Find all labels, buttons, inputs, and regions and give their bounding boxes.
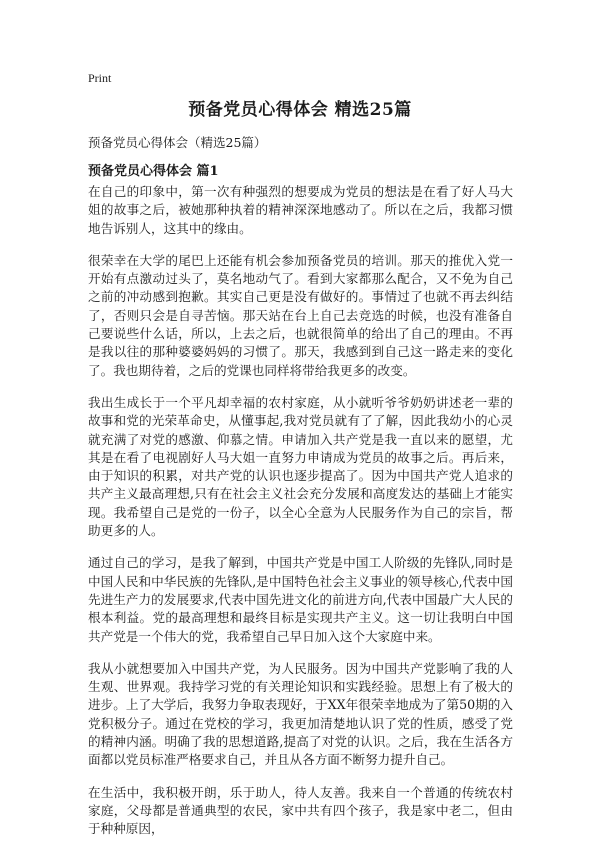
document-subtitle: 预备党员心得体会（精选25篇）	[88, 135, 267, 150]
section-heading: 预备党员心得体会 篇1	[88, 164, 219, 179]
article-body	[88, 183, 513, 853]
document-title: 预备党员心得体会 精选25篇	[188, 100, 412, 120]
paragraph-4: 通过自己的学习，是我了解到，中国共产党是中国工人阶级的先锋队,同时是中国人民和中华民族的先锋队,是中国特色社会主义事业的领导核心,代表中国先进生产力的发展要求,代表中国先进文化的前进方向,代表中国最广大人民的根本利益。党的最高理想和最终目标是实现共产主义。这一切让我明白中国共产党是一个伟大的党，我希望自己早日加入这个大家庭中来。	[88, 555, 513, 644]
paragraph-3: 我出生成长于一个平凡却幸福的农村家庭，从小就听爷爷奶奶讲述老一辈的故事和党的光荣革命史，从懂事起,我对党员就有了了解，因此我幼小的心灵就充满了对党的感激、仰慕之情。申请加入共产党是我一直以来的愿望，尤其是在看了电视剧好人马大姐一直努力申请成为党员的故事之后。再后来，由于知识的积累，对共产党的认识也逐步提高了。因为中国共产党人追求的共产主义最高理想,只有在社会主义社会充分发展和高度发达的基础上才能实现。我希望自己是党的一份子，以全心全意为人民服务作为自己的宗旨，帮助更多的人。	[88, 394, 513, 539]
paragraph-6: 在生活中，我积极开朗，乐于助人，待人友善。我来自一个普通的传统农村家庭，父母都是普通典型的农民，家中共有四个孩子，我是家中老二，但由于种种原因，	[88, 784, 513, 837]
paragraph-2: 很荣幸在大学的尾巴上还能有机会参加预备党员的培训。那天的推优入党一开始有点激动过头了，莫名地动气了。看到大家都那么配合，又不免为自己之前的冲动感到抱歉。其实自己更是没有做好的。事情过了也就不再去纠结了，否则只会是自寻苦恼。那天站在台上自己去竞选的时候，也没有准备自己要说些什么话，所以，上去之后，也就很简单的给出了自己的理由。不再是我以往的那种婆婆妈妈的习惯了。那天，我感到到自己这一路走来的变化了。我也期待着，之后的党课也同样将带给我更多的改变。	[88, 252, 513, 378]
print-label: Print	[88, 71, 112, 85]
paragraph-5: 我从小就想要加入中国共产党，为人民服务。因为中国共产党影响了我的人生观、世界观。我持学习党的有关理论知识和实践经验。思想上有了极大的进步。上了大学后，我努力争取表现好，于XX年很荣幸地成为了第50期的入党积极分子。通过在党校的学习，我更加清楚地认识了党的性质，感受了党的精神内涵。明确了我的思想道路,提高了对党的认识。之后，我在生活各方面都以党员标准严格要求自己，并且从各方面不断努力提升自己。	[88, 660, 513, 768]
paragraph-1: 在自己的印象中，第一次有种强烈的想要成为党员的想法是在看了好人马大姐的故事之后，被她那种执着的精神深深地感动了。所以在之后，我都习惯地告诉别人，这其中的缘由。	[88, 184, 513, 236]
